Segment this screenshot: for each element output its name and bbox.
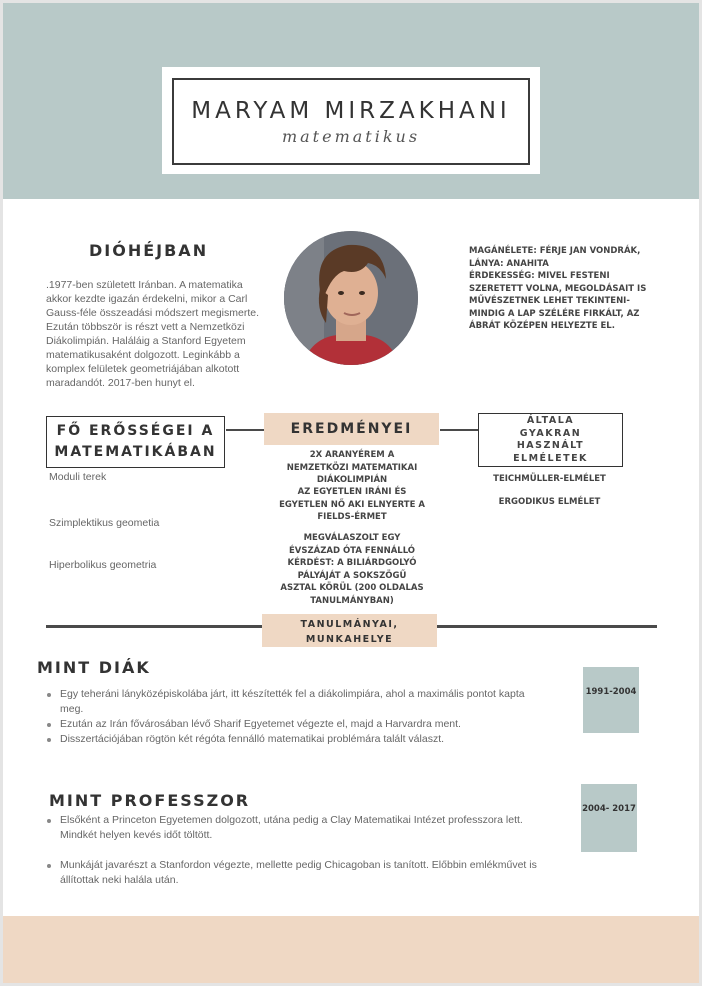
strength-item: Szimplektikus geometia: [49, 517, 160, 529]
professor-years: 2004- 2017: [581, 784, 637, 852]
list-item: Munkáját javarészt a Stanfordon végezte, mellette pedig Chicagoban is tanított. Előbbin emlékművet is állítottak neki halála után.: [42, 858, 542, 888]
person-name: MARYAM MIRZAKHANI: [191, 98, 511, 124]
list-item: Egy teheráni lányközépiskolába járt, itt készítették fel a diákolimpiára, ahol a maximális pontot kapta meg.: [42, 687, 542, 717]
strength-item: Hiperbolikus geometria: [49, 559, 157, 571]
achievement-item: 2X ARANYÉREM A NEMZETKÖZI MATEMATIKAI DIÁKOLIMPIÁN: [286, 450, 418, 486]
connector-line-right: [440, 429, 478, 431]
nutshell-text: .1977-ben született Iránban. A matematika akkor kezdte igazán érdekelni, mikor a Carl Gauss-féle összeadási módszert megismerte. Ezután többször is részt vett a Nemzetközi Diákolimpián. Haláláig a Stanford Egyetem matematikusaként dolgozott. Leginkább a komplex felületek geometriájában alkotott maradandót. 2017-ben hunyt el.: [46, 279, 259, 389]
achievements-heading: EREDMÉNYEI: [290, 421, 413, 437]
achievement-item: MEGVÁLASZOLT EGY ÉVSZÁZAD ÓTA FENNÁLLÓ KÉRDÉST: A BILIÁRDGOLYÓ PÁLYÁJÁT A SOKSZÖGŰ ASZTAL KÖRÜL (200 OLDALAS TANULMÁNYBAN): [280, 533, 424, 606]
footer-band: [3, 916, 699, 983]
name-frame: [172, 78, 530, 165]
fun-fact: ÉRDEKESSÉG: MIVEL FESTENI SZERETETT VOLNA, MEGOLDÁSAIT IS MŰVÉSZETNEK LEHET TEKINTENI- MINDIG A LAP SZÉLÉRE FIRKÁLT, AZ ÁBRÁT KÖZÉPEN HELYEZTE EL.: [469, 271, 647, 332]
theories-heading: ÁLTALA GYAKRAN HASZNÁLT ELMÉLETEK: [513, 415, 588, 464]
strengths-heading: FŐ ERŐSSÉGEI A MATEMATIKÁBAN: [54, 423, 217, 460]
theory-item: ERGODIKUS ELMÉLET: [498, 497, 601, 507]
professor-list: [42, 813, 542, 888]
name-card: [162, 67, 540, 174]
studies-header: [262, 614, 437, 647]
professor-heading: MINT PROFESSZOR: [49, 791, 251, 810]
portrait-illustration: [284, 231, 418, 365]
header-band: [3, 3, 699, 199]
resume-page: [3, 3, 699, 983]
connector-line-left: [226, 429, 264, 431]
list-item: Ezután az Irán fővárosában lévő Sharif Egyetemet végezte el, majd a Harvardra ment.: [42, 717, 542, 732]
list-item: Elsőként a Princeton Egyetemen dolgozott, utána pedig a Clay Matematikai Intézet professzora lett. Mindkét helyen kevés időt töltött.: [42, 813, 542, 843]
personal-life: MAGÁNÉLETE: FÉRJE JAN VONDRÁK, LÁNYA: ANAHITA: [469, 246, 641, 269]
theory-item: TEICHMÜLLER-ELMÉLET: [493, 474, 606, 484]
strength-item: Moduli terek: [49, 471, 107, 483]
person-role: matematikus: [281, 127, 421, 146]
theories-box: [478, 413, 623, 467]
portrait-photo: [284, 231, 418, 365]
nutshell-heading: DIÓHÉJBAN: [89, 241, 209, 260]
student-years: 1991-2004: [583, 667, 639, 733]
list-item: Disszertációjában rögtön két régóta fennálló matematikai problémára talált választ.: [42, 732, 542, 747]
studies-heading: TANULMÁNYAI, MUNKAHELYE: [300, 619, 399, 645]
achievements-header: [264, 413, 439, 445]
student-list: [42, 687, 542, 747]
strengths-box: [46, 416, 225, 468]
student-heading: MINT DIÁK: [37, 658, 151, 677]
achievement-item: AZ EGYETLEN IRÁNI ÉS EGYETLEN NŐ AKI ELNYERTE A FIELDS-ÉRMET: [279, 487, 425, 523]
